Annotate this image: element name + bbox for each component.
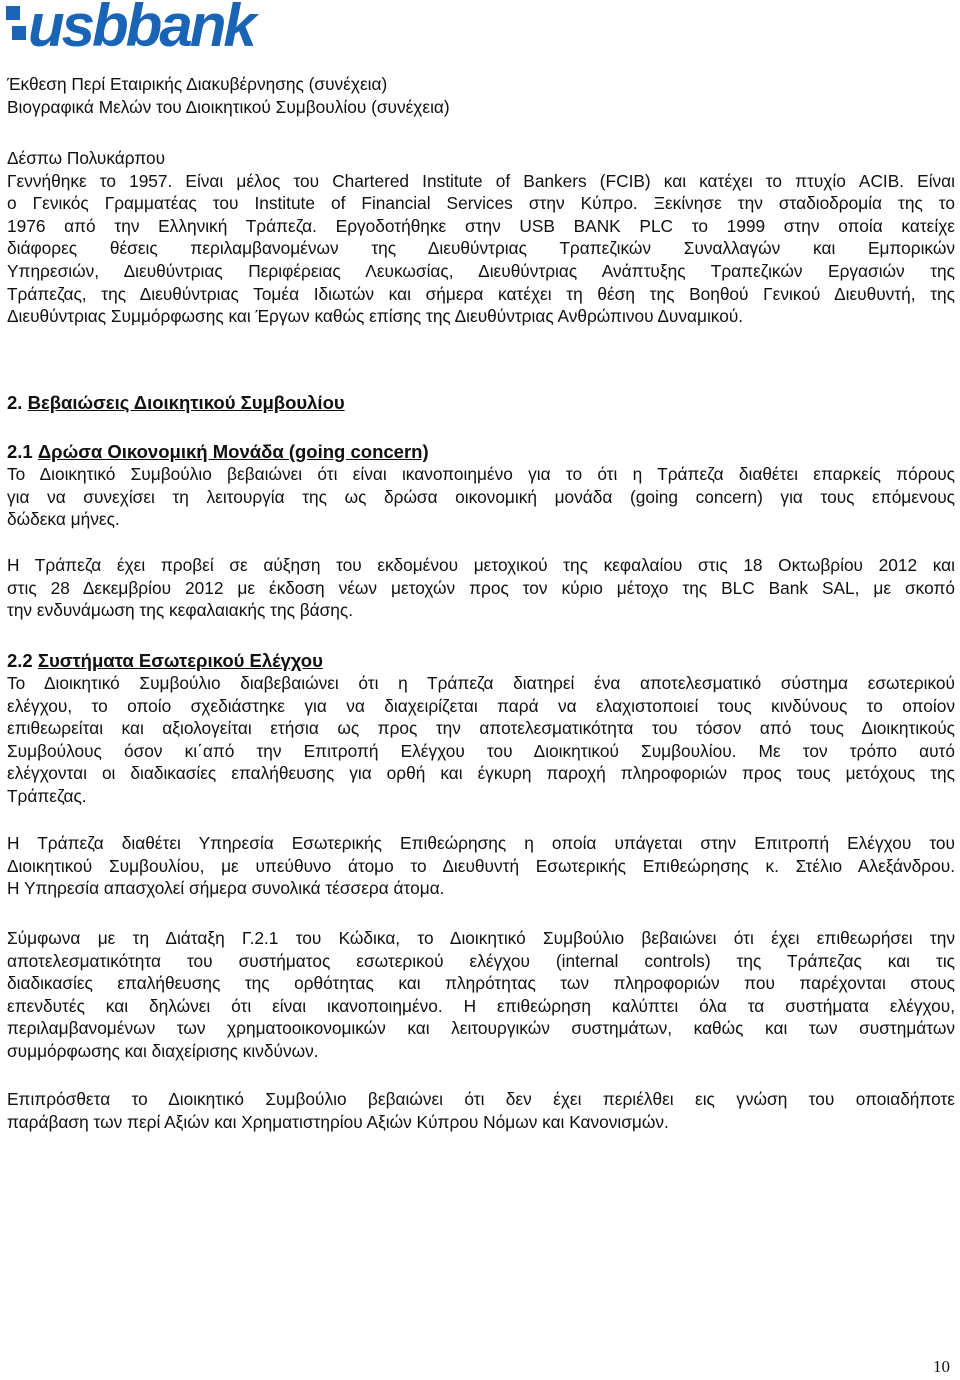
report-title: Έκθεση Περί Εταιρικής Διακυβέρνησης (συνέχεια) [7,74,388,94]
text-line: Τράπεζας. [7,785,87,806]
section-2-1-para2 [7,554,955,622]
section-2-1 [7,440,955,531]
bio-line: διάφορες θέσεις περιλαμβανομένων της Διευθύντριας Τραπεζικών Συναλλαγών και Εμπορικών [7,238,955,259]
text-line: περιλαμβανομένων των χρηματοοικονομικών και λειτουργικών συστημάτων, καθώς και των συστημάτων [7,1018,955,1039]
section-2-2-para1 [7,672,955,808]
bio-text [7,170,955,328]
section-2-1-para1 [7,463,955,531]
section-2-2-heading [7,649,955,672]
text-line: Επιπρόσθετα το Διοικητικό Συμβούλιο βεβαιώνει ότι δεν έχει περιέλθει εις γνώση του οποιαδήποτε [7,1089,955,1109]
section-2-1-number: 2.1 [7,441,33,462]
section-2-2 [7,649,955,808]
text-line: Η Τράπεζα διαθέτει Υπηρεσία Εσωτερικής Επιθεώρησης η οποία υπάγεται στην Επιτροπή Ελέγχου του [7,833,955,853]
text-line: αποτελεσματικότητα του συστήματος εσωτερικού ελέγχου (internal controls) της Τράπεζας και τις [7,950,955,971]
bio-line: ο Γενικός Γραμματέας του Institute of Financial Services στην Κύπρο. Ξεκίνησε την σταδιοδρομία της το [7,193,955,214]
text-line: ελέγχονται οι διαδικασίες επαλήθευσης για ορθή και έγκυρη παροχή πληροφοριών προς τους μετόχους της [7,763,955,784]
section-2-number: 2. [7,392,23,413]
section-2-2-para4 [7,1088,955,1133]
usbbank-logo [6,0,254,59]
bio-line: Τράπεζας, της Διευθύντριας Τομέα Ιδιωτών και σήμερα κατέχει τη θέση της Βοηθού Γενικού Διευθυντή, της [7,283,955,304]
bio-line: Γεννήθηκε το 1957. Είναι μέλος του Chartered Institute of Bankers (FCIB) και κατέχει το πτυχίο ACIB. Είναι [7,170,955,191]
section-2-heading [7,391,955,414]
report-title-block [7,73,955,118]
text-line: Το Διοικητικό Συμβούλιο βεβαιώνει ότι είναι ικανοποιημένο για το ότι η Τράπεζα διαθέτει επαρκείς πόρους [7,464,955,484]
text-line: παράβαση των περί Αξιών και Χρηματιστηρίου Αξιών Κύπρου Νόμων και Κανονισμών. [7,1111,669,1132]
logo-mark-icon [6,6,26,46]
report-subtitle: Βιογραφικά Μελών του Διοικητικού Συμβουλίου (συνέχεια) [7,96,450,117]
section-2-2-para2 [7,832,955,900]
text-line: ελέγχου, το οποίο σχεδιάστηκε για να διαχειρίζεται παρά να ελαχιστοποιεί τους κινδύνους το οποίον [7,695,955,716]
bio-line: Υπηρεσιών, Διευθύντριας Περιφέρειας Λευκωσίας, Διευθύντριας Ανάπτυξης Τραπεζικών Εργασιών της [7,260,955,281]
section-2-2-title: Συστήματα Εσωτερικού Ελέγχου [37,650,323,671]
section-2-1-title: Δρώσα Οικονομική Μονάδα (going concern) [37,441,429,462]
text-line: επιθεωρείται και αξιολογείται ετήσια ως προς την αποτελεσματικότητα του τόσον από τους Διοικητικούς [7,718,955,739]
text-line: Η Υπηρεσία απασχολεί σήμερα συνολικά τέσσερα άτομα. [7,878,445,899]
section-2-2-number: 2.2 [7,650,33,671]
text-line: Το Διοικητικό Συμβούλιο διαβεβαιώνει ότι η Τράπεζα διατηρεί ένα αποτελεσματικό σύστημα εσωτερικού [7,673,955,693]
text-line: για να συνεχίσει τη λειτουργία της ως δρώσα οικονομική μονάδα (going concern) για τους επόμενους [7,486,955,507]
bio-line: Διευθύντριας Συμμόρφωσης και Έργων καθώς επίσης της Διευθύντριας Ανθρώπινου Δυναμικού. [7,306,744,327]
text-line: δώδεκα μήνες. [7,509,120,530]
text-line: διαδικασίες επαλήθευσης της ορθότητας και πληρότητας των πληροφοριών που παρέχονται στους [7,973,955,994]
section-2-title: Βεβαιώσεις Διοικητικού Συμβουλίου [27,392,345,413]
text-line: Διοικητικού Συμβουλίου, με υπεύθυνο άτομο το Διευθυντή Εσωτερικής Επιθεώρησης κ. Στέλιο Αλεξάνδρου. [7,855,955,876]
text-line: την ενδυνάμωση της κεφαλαιακής της βάσης. [7,600,354,621]
bio-line: 1976 από την Ελληνική Τράπεζα. Εργοδοτήθηκε στην USB BANK PLC το 1999 στην οποία κατείχε [7,215,955,236]
text-line: Σύμφωνα με τη Διάταξη Γ.2.1 του Κώδικα, το Διοικητικό Συμβούλιο βεβαιώνει ότι έχει επιθεωρήσει την [7,928,955,948]
page-number: 10 [933,1357,950,1376]
logo-text: usbbank [28,0,254,59]
bio-section [7,147,955,328]
text-line: επενδυτές και δηλώνει ότι είναι ικανοποιημένο. Η επιθεώρηση καλύπτει όλα τα συστήματα ελέγχου, [7,995,955,1016]
section-2-1-heading [7,440,955,463]
text-line: συμμόρφωσης και διαχείρισης κινδύνων. [7,1040,319,1061]
text-line: στις 28 Δεκεμβρίου 2012 με έκδοση νέων μετοχών προς τον κύριο μέτοχο της BLC Bank SAL, με σκοπό [7,577,955,598]
section-2-2-para3 [7,927,955,1063]
text-line: Η Τράπεζα έχει προβεί σε αύξηση του εκδομένου μετοχικού της κεφαλαίου στις 18 Οκτωβρίου 2012 και [7,555,955,575]
bio-name: Δέσπω Πολυκάρπου [7,148,166,168]
text-line: Συμβούλους όσον κι΄από την Επιτροπή Ελέγχου του Διοικητικού Συμβουλίου. Με τον τρόπο αυτό [7,740,955,761]
